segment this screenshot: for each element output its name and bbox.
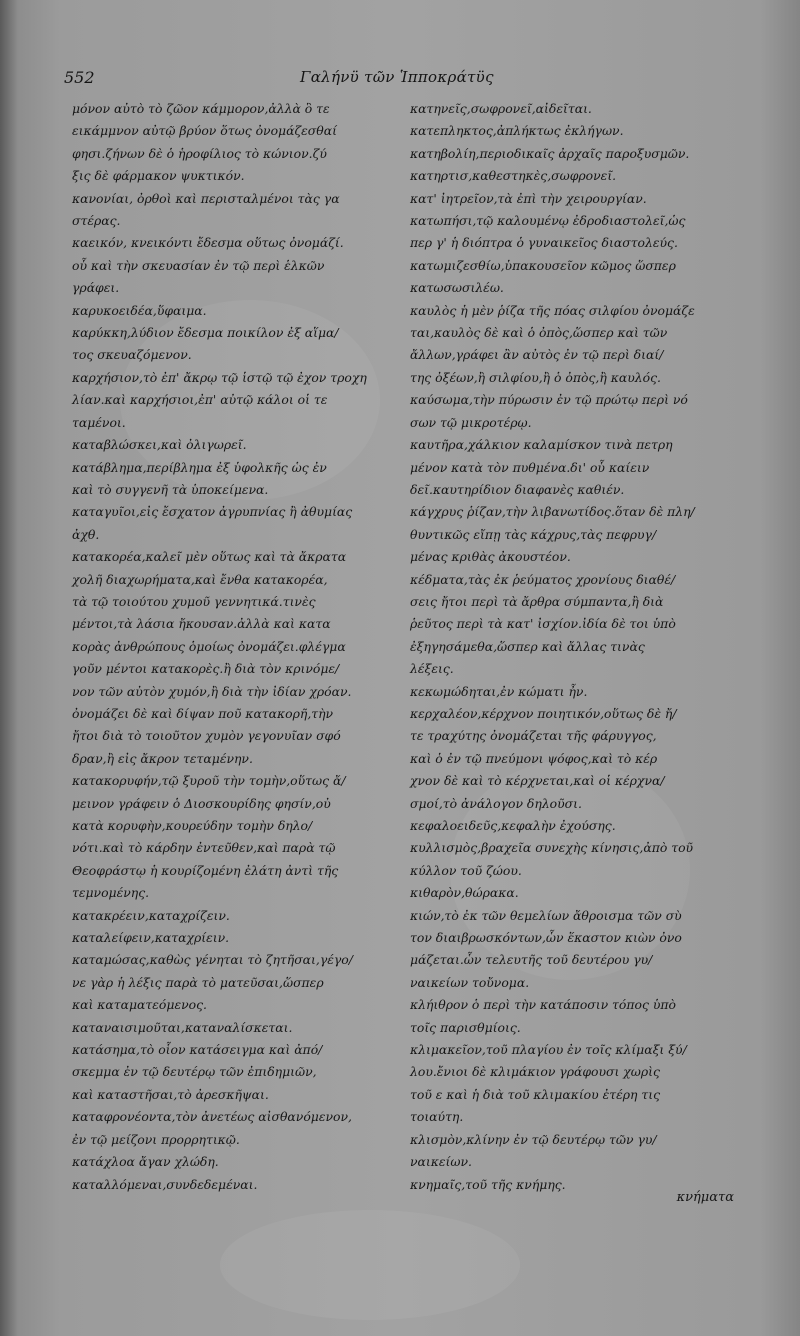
- glossary-entry: [410, 994, 740, 1039]
- entry-line: ἀχθ.: [72, 526, 100, 542]
- entry-line: χολῆ διαχωρήματα,καὶ ἔνθα κατακορέα,: [72, 571, 328, 587]
- entry-line: κατ' ἰητρεῖον,τὰ ἐπὶ τὴν χειρουργίαν.: [410, 190, 647, 206]
- entry-line: τε τραχύτης ὀνομάζεται τῆς φάρυγγος,: [410, 728, 657, 744]
- entry-line: κάγχρυς ῥίζαν,τὴν λιβανωτίδος.ὅταν δὲ πλη/: [410, 504, 695, 520]
- entry-line: κατηβολίη,περιοδικαῖς ἀρχαῖς παροξυσμῶν.: [410, 145, 690, 161]
- entry-line: κατακρέειν,καταχρίζειν.: [72, 907, 230, 923]
- page-header: [60, 68, 760, 92]
- entry-line: κατάσημα,τὸ οἷον κατάσειγμα καὶ ἀπό/: [72, 1042, 323, 1058]
- entry-line: καύσωμα,τὴν πύρωσιν ἐν τῷ πρώτῳ περὶ νό: [410, 392, 688, 408]
- entry-line: καταναισιμοῦται,καταναλίσκεται.: [72, 1019, 293, 1035]
- glossary-entry: [72, 367, 390, 434]
- glossary-entry: [72, 1174, 390, 1196]
- glossary-entry: [410, 905, 740, 995]
- glossary-entry: [72, 434, 390, 456]
- glossary-entry: [410, 1039, 740, 1129]
- glossary-entry: [72, 188, 390, 233]
- glossary-entry: [72, 457, 390, 502]
- entry-line: χνον δὲ καὶ τὸ κέρχνεται,καὶ οἱ κέρχνα/: [410, 773, 665, 789]
- page-number: 552: [64, 68, 95, 87]
- entry-line: κερχαλέον,κέρχνον ποιητικόν,οὕτως δὲ ἤ/: [410, 705, 677, 721]
- entry-line: μεινον γράφειν ὁ Διοσκουρίδης φησίν,οὐ: [72, 795, 331, 811]
- entry-line: ὀνομάζει δὲ καὶ δίψαν ποῦ κατακορῆ,τὴν: [72, 705, 334, 721]
- entry-line: κιών,τὸ ἐκ τῶν θεμελίων ἄθροισμα τῶν σὺ: [410, 907, 682, 923]
- glossary-entry: [72, 770, 390, 904]
- entry-line: ῥεῦτος περὶ τὰ κατ' ἰσχίον.ἰδία δὲ τοι ὑπὸ: [410, 616, 676, 632]
- glossary-entry: [410, 300, 740, 390]
- glossary-entry: [410, 501, 740, 568]
- glossary-entry: [72, 949, 390, 1016]
- entry-line: λίαν.καὶ καρχήσιοι,ἐπ' αὐτῷ κάλοι οἱ τε: [72, 392, 328, 408]
- entry-line: καυτῆρα,χάλκιον καλαμίσκον τινὰ πετρη: [410, 437, 673, 453]
- entry-line: εικάμμνον αὐτῷ βρύον ὅτως ὀνομάζεσθαί: [72, 123, 337, 139]
- glossary-entry: [72, 1106, 390, 1151]
- entry-line: κλισμὸν,κλίνην ἐν τῷ δευτέρῳ τῶν γυ/: [410, 1131, 657, 1147]
- entry-line: ἐξηγησάμεθα,ὥσπερ καὶ ἄλλας τινὰς: [410, 638, 645, 654]
- glossary-entry: [72, 546, 390, 770]
- entry-line: της ὀξέων,ἢ σιλφίου,ἢ ὁ ὀπὸς,ἢ καυλός.: [410, 369, 661, 385]
- entry-line: περ γ' ἡ διόπτρα ὁ γυναικεῖος διαστολεύς.: [410, 235, 678, 251]
- glossary-entry: [72, 1017, 390, 1039]
- entry-line: κυλλισμὸς,βραχεῖα συνεχὴς κίνησις,ἀπὸ τοῦ: [410, 840, 694, 856]
- entry-line: τοιαύτη.: [410, 1109, 464, 1125]
- entry-line: κέδματα,τὰς ἐκ ῥεύματος χρονίους διαθέ/: [410, 571, 676, 587]
- glossary-entry: [410, 165, 740, 187]
- entry-line: μένας κριθὰς ἀκουστέον.: [410, 549, 571, 565]
- entry-line: γράφει.: [72, 280, 120, 296]
- glossary-entry: [72, 927, 390, 949]
- entry-line: νον τῶν αὐτὸν χυμόν,ἢ διὰ τὴν ἰδίαν χρόαν.: [72, 683, 352, 699]
- entry-line: μάζεται.ὧν τελευτῆς τοῦ δευτέρου γυ/: [410, 952, 653, 968]
- glossary-entry: [410, 188, 740, 210]
- entry-line: καταλείφειν,καταχρίειν.: [72, 930, 230, 946]
- entry-line: τον διαιβρωσκόντων,ὧν ἕκαστον κιὼν ὀνο: [410, 930, 682, 946]
- entry-line: καταφρονέοντα,τὸν ἀνετέως αἰσθανόμενον,: [72, 1109, 352, 1125]
- glossary-entry: [410, 389, 740, 434]
- left-column: [72, 98, 390, 1196]
- glossary-entry: [410, 681, 740, 703]
- entry-line: καὶ καταστῆσαι,τὸ ἀρεσκῆψαι.: [72, 1086, 269, 1102]
- entry-line: κατάβλημα,περίβλημα ἐξ ὑφολκῆς ὡς ἐν: [72, 459, 327, 475]
- entry-line: κύλλον τοῦ ζώου.: [410, 862, 522, 878]
- entry-line: κατωπήσι,τῷ καλουμένῳ ἐδροδιαστολεῖ,ὡς: [410, 213, 686, 229]
- glossary-entry: [72, 905, 390, 927]
- entry-line: καταβλώσκει,καὶ ὀλιγωρεῖ.: [72, 437, 247, 453]
- entry-line: κατὰ κορυφὴν,κουρεύδην τομὴν δηλο/: [72, 818, 313, 833]
- glossary-entry: [410, 703, 740, 815]
- glossary-entry: [410, 569, 740, 681]
- entry-line: καρυκοειδέα,ὕφαιμα.: [72, 302, 207, 318]
- entry-line: θυντικῶς εἴπῃ τὰς κάχρυς,τὰς πεφρυγ/: [410, 526, 657, 542]
- entry-line: νότι.καὶ τὸ κάρδην ἐντεῦθεν,καὶ παρὰ τῷ: [72, 840, 336, 856]
- entry-line: δραν,ἢ εἰς ἄκρον τεταμένην.: [72, 750, 253, 766]
- entry-line: τὰ τῷ τοιούτου χυμοῦ γεννητικά.τινὲς: [72, 593, 316, 609]
- entry-line: κατωμιζεσθίω,ὑπακουσεῖον κῶμος ὥσπερ: [410, 257, 676, 273]
- entry-line: ἐν τῷ μείζονι προρρητικῷ.: [72, 1131, 240, 1147]
- entry-line: καεικόν, κνεικόντι ἔδεσμα οὕτως ὀνομάζί.: [72, 235, 344, 251]
- paper-stain: [220, 1210, 520, 1320]
- entry-line: καὶ καταματεόμενος.: [72, 997, 207, 1013]
- entry-line: ναικείων.: [410, 1154, 472, 1170]
- entry-line: σεις ἤτοι περὶ τὰ ἄρθρα σύμπαντα,ἢ διὰ: [410, 593, 664, 609]
- entry-line: μόνον αὐτὸ τὸ ζῶον κάμμορον,ἀλλὰ ὃ τε: [72, 101, 330, 116]
- glossary-entry: [72, 300, 390, 322]
- glossary-entry: [410, 255, 740, 300]
- entry-line: στέρας.: [72, 213, 121, 229]
- entry-line: λου.ἔνιοι δὲ κλιμάκιον γράφουσι χωρὶς: [410, 1064, 660, 1080]
- entry-line: κατακορέα,καλεῖ μὲν οὕτως καὶ τὰ ἄκρατα: [72, 549, 347, 565]
- entry-line: καυλὸς ἡ μὲν ῥίζα τῆς πόας σιλφίου ὀνομάζε: [410, 302, 695, 318]
- entry-line: κλήιθρον ὁ περὶ τὴν κατάποσιν τόπος ὑπὸ: [410, 997, 676, 1013]
- entry-line: τεμνομένης.: [72, 885, 150, 901]
- entry-line: κατηνεῖς,σωφρονεῖ,αἰδεῖται.: [410, 101, 592, 116]
- entry-line: γοῦν μέντοι κατακορὲς.ἢ διὰ τὸν κρινόμε/: [72, 661, 340, 677]
- glossary-entry: [72, 1151, 390, 1173]
- entry-line: ται,καυλὸς δὲ καὶ ὁ ὀπὸς,ὥσπερ καὶ τῶν: [410, 325, 668, 341]
- glossary-entry: [410, 882, 740, 904]
- entry-line: καρχήσιον,τὸ ἐπ' ἄκρῳ τῷ ἱστῷ τῷ ἐχον τροχη: [72, 369, 367, 385]
- entry-line: λέξεις.: [410, 661, 454, 677]
- entry-line: καρύκκη,λύδιον ἔδεσμα ποικίλον ἐξ αἵμα/: [72, 325, 339, 341]
- entry-line: σων τῷ μικροτέρῳ.: [410, 414, 532, 430]
- entry-line: κεκωμώδηται,ἐν κώματι ἦν.: [410, 683, 588, 699]
- glossary-entry: [410, 143, 740, 165]
- entry-line: καταγυῖοι,εἰς ἔσχατον ἀγρυπνίας ἢ ἀθυμίας: [72, 504, 353, 520]
- entry-line: νε γὰρ ἡ λέξις παρὰ τὸ ματεῦσαι,ὥσπερ: [72, 974, 324, 990]
- entry-line: καὶ ὁ ἐν τῷ πνεύμονι ψόφος,καὶ τὸ κέρ: [410, 750, 658, 766]
- glossary-entry: [410, 98, 740, 120]
- entry-line: κατεπληκτος,ἀπλήκτως ἐκλήγων.: [410, 123, 624, 139]
- glossary-entry: [72, 501, 390, 546]
- entry-line: κορὰς ἀνθρώπους ὁμοίως ὀνομάζει.φλέγμα: [72, 638, 346, 654]
- entry-line: κατωσωσιλέω.: [410, 280, 504, 296]
- glossary-entry: [410, 1129, 740, 1174]
- glossary-entry: [72, 1039, 390, 1106]
- glossary-entry: [410, 210, 740, 255]
- glossary-entry: [72, 232, 390, 299]
- entry-line: κεφαλοειδεῦς,κεφαλὴν ἐχούσης.: [410, 818, 616, 833]
- entry-line: σκεμμα ἐν τῷ δευτέρῳ τῶν ἐπιδημιῶν,: [72, 1064, 317, 1080]
- entry-line: κνημαῖς,τοῦ τῆς κνήμης.: [410, 1176, 566, 1192]
- entry-line: καταλλόμεναι,συνδεδεμέναι.: [72, 1176, 258, 1192]
- entry-line: μέντοι,τὰ λάσια ἤκουσαν.ἀλλὰ καὶ κατα: [72, 616, 331, 632]
- entry-line: φησι.ζήνων δὲ ὁ ἡροφίλιος τὸ κώνιον.ζύ: [72, 145, 327, 161]
- entry-line: μένον κατὰ τὸν πυθμένα.δι' οὗ καίειν: [410, 459, 650, 475]
- glossary-entry: [410, 120, 740, 142]
- entry-line: Θεοφράστῳ ἡ κουρίζομένη ἐλάτη ἀντὶ τῆς: [72, 862, 339, 878]
- entry-line: καταμώσας,καθὼς γένηται τὸ ζητῆσαι,γέγο/: [72, 952, 353, 968]
- glossary-entry: [410, 837, 740, 882]
- entry-line: κιθαρὸν,θώρακα.: [410, 885, 519, 901]
- entry-line: ἄλλων,γράφει ἂν αὐτὸς ἐν τῷ περὶ διαί/: [410, 347, 664, 363]
- entry-line: κατηρτισ,καθεστηκὲς,σωφρονεῖ.: [410, 168, 617, 184]
- entry-line: ἤτοι διὰ τὸ τοιοῦτον χυμὸν γεγονυῖαν σφό: [72, 728, 341, 744]
- entry-line: ταμένοι.: [72, 414, 126, 430]
- entry-line: κλιμακεῖον,τοῦ πλαγίου ἐν τοῖς κλίμαξι ξύ/: [410, 1042, 687, 1058]
- right-column: [410, 98, 740, 1196]
- entry-line: δεῖ.καυτηρίδιον διαφανὲς καθιέν.: [410, 481, 625, 497]
- entry-line: τοῖς παρισθμίοις.: [410, 1019, 521, 1035]
- entry-line: κατάχλοα ἄγαν χλώδη.: [72, 1154, 219, 1170]
- entry-line: τοῦ ε καὶ ἡ διὰ τοῦ κλιμακίου ἐτέρη τις: [410, 1086, 661, 1102]
- running-head: Γαλήνϋ τῶν Ἱπποκράτϋς: [300, 68, 494, 86]
- entry-line: σμοί,τὸ ἀνάλογον δηλοῦσι.: [410, 795, 582, 811]
- entry-line: κανονίαι, ὀρθοὶ καὶ περισταλμένοι τὰς γα: [72, 190, 340, 206]
- glossary-entry: [410, 434, 740, 501]
- entry-line: καὶ τὸ συγγενῆ τὰ ὑποκείμενα.: [72, 481, 269, 497]
- entry-line: ναικείων τοὔνομα.: [410, 974, 530, 990]
- glossary-entry: [72, 322, 390, 367]
- entry-line: κατακορυφήν,τῷ ξυροῦ τὴν τομὴν,οὕτως ἄ/: [72, 773, 346, 789]
- entry-line: ξις δὲ φάρμακον ψυκτικόν.: [72, 168, 245, 184]
- entry-line: τος σκευαζόμενον.: [72, 347, 192, 363]
- catchword: κνήματα: [676, 1190, 734, 1205]
- glossary-entry: [410, 815, 740, 837]
- entry-line: οὗ καὶ τὴν σκευασίαν ἐν τῷ περὶ ἑλκῶν: [72, 257, 325, 273]
- glossary-entry: [72, 98, 390, 188]
